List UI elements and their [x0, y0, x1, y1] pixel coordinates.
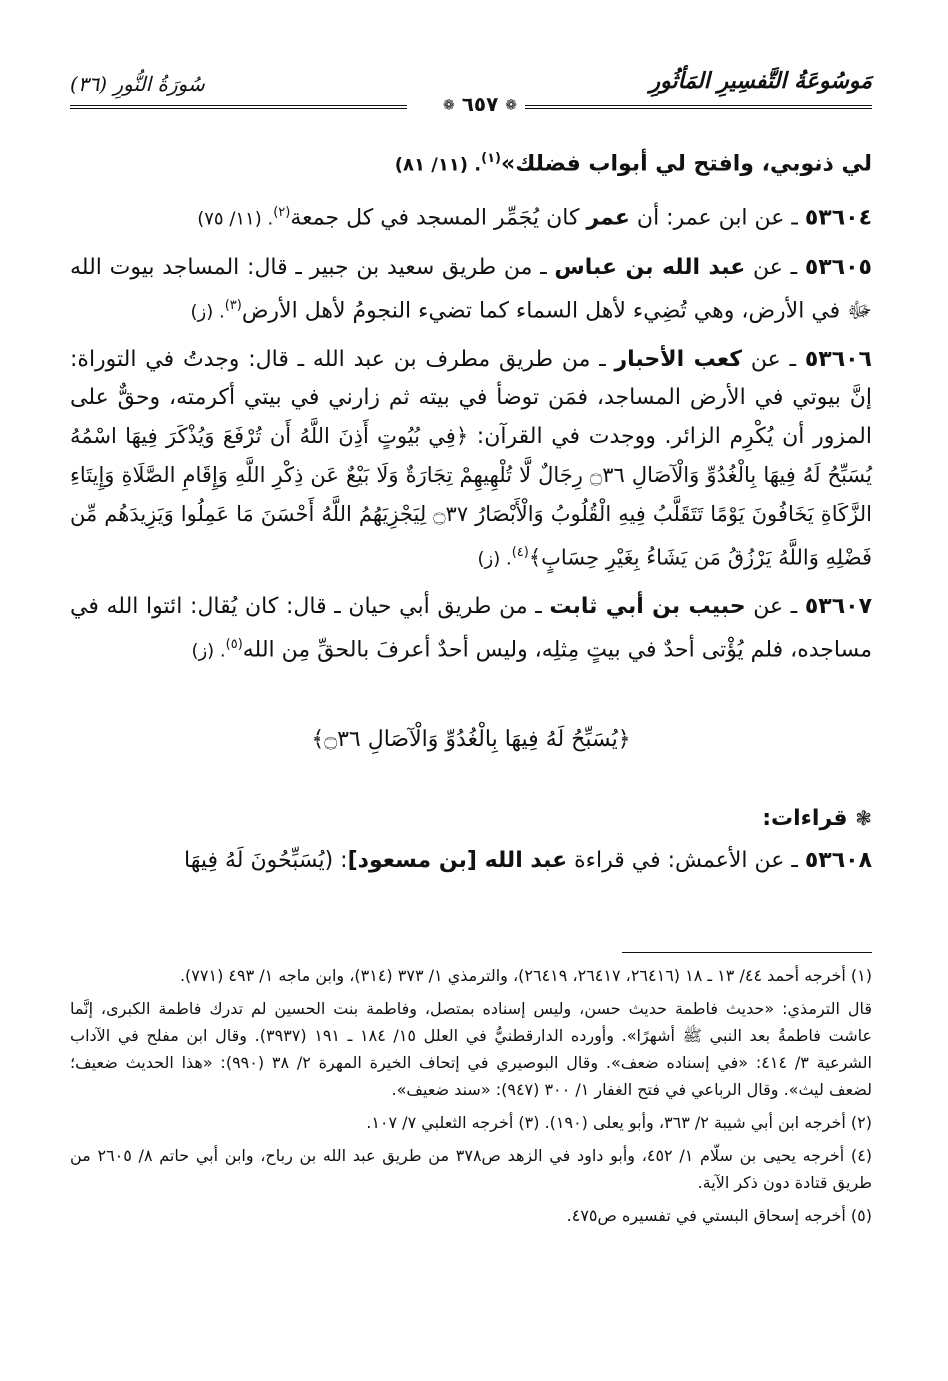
- paragraph-text: ـ عن: [745, 594, 805, 620]
- narrator-name: كعب الأحبار: [614, 346, 743, 372]
- page-number-block: [435, 92, 525, 116]
- page: [70, 0, 872, 1381]
- book-title: مَوسُوعَةُ التَّفسِيرِ المَأثُورِ: [649, 68, 872, 94]
- volume-ref: . (ز): [477, 548, 512, 570]
- header-rule-right: [495, 105, 872, 109]
- section-title: قراءات:: [762, 805, 848, 831]
- footnote-marker: (٥): [225, 637, 243, 653]
- paragraph-53606: [70, 341, 872, 578]
- footnote-4: (٤) أخرجه يحيى بن سلّام ١/ ٤٥٢، وأبو داود في الزهد ص٣٧٨ من طريق عبد الله بن رباح، وابن أبي حاتم ٨/ ٢٦٠٥ من طريق قتادة دون ذكر الآية.: [70, 1146, 873, 1192]
- volume-ref: . (١١/ ٧٥): [197, 208, 274, 230]
- quran-verse: ﴿فِي بُيُوتٍ أَذِنَ اللَّهُ أَن تُرْفَعَ وَيُذْكَرَ فِيهَا اسْمُهُ يُسَبِّحُ لَهُ فِيهَا بِالْغُدُوِّ وَالْآصَالِ ۝٣٦ رِجَالٌ لَّا تُلْهِيهِمْ تِجَارَةٌ وَلَا بَيْعٌ عَن ذِكْرِ اللَّهِ وَإِقَامِ الصَّلَاةِ وَإِيتَاءِ الزَّكَاةِ يَخَافُونَ يَوْمًا تَتَقَلَّبُ فِيهِ الْقُلُوبُ وَالْأَبْصَارُ ۝٣٧ لِيَجْزِيَهُمُ اللَّهُ أَحْسَنَ مَا عَمِلُوا وَيَزِيدَهُم مِّن فَضْلِهِ وَاللَّهُ يَرْزُقُ مَن يَشَاءُ بِغَيْرِ حِسَابٍ﴾: [70, 423, 872, 570]
- ornament-icon: ❁: [505, 97, 518, 114]
- paragraph-text: : (يُسَبِّحُونَ لَهُ فِيهَا: [184, 847, 348, 873]
- narrator-name: عبد الله [بن مسعود]: [347, 847, 568, 873]
- header-rule-left: [70, 105, 407, 109]
- header-rule: [70, 92, 872, 116]
- verse-heading: ﴿يُسَبِّحُ لَهُ فِيهَا بِالْغُدُوِّ وَالْآصَالِ ۝٣٦﴾: [311, 726, 631, 752]
- volume-ref: . (ز): [190, 300, 225, 322]
- paragraph-text: ـ من طريق أبي حيان ـ قال: كان يُقال: ائتوا الله في مساجده، فلم يُؤْتى أحدٌ في بيتٍ مِثلِه، وليس أحدٌ أعرفَ بالحقِّ مِن الله: [70, 594, 872, 663]
- paragraph-53608: [70, 842, 872, 880]
- footnote-2-3: (٢) أخرجه ابن أبي شيبة ٢/ ٣٦٣، وأبو يعلى (١٩٠). (٣) أخرجه الثعلبي ٧/ ١٠٧.: [366, 1113, 872, 1132]
- paragraph-text: كان يُجَمِّر المسجد في كل جمعة: [290, 205, 587, 231]
- footnote-marker: (٤): [511, 544, 529, 560]
- footnote-marker: (٢): [273, 205, 291, 221]
- paragraph-53604: [70, 194, 872, 238]
- paragraph-continuation: [70, 140, 872, 184]
- athar-number: ٥٣٦٠٥: [804, 254, 872, 280]
- paragraph-text: ـ من طريق سعيد بن جبير ـ قال: المساجد بيوت الله ﷻ في الأرض، وهي تُضِيء لأهل السماء كما تضيء النجومُ لأهل الأرض: [70, 254, 872, 323]
- footnote-5: (٥) أخرجه إسحاق البستي في تفسيره ص٤٧٥.: [566, 1206, 872, 1225]
- paragraph-53605: [70, 249, 872, 331]
- ornament-icon: ❁: [442, 97, 455, 114]
- footnote-marker: (٣): [224, 297, 242, 313]
- narrator-name: حبيب بن أبي ثابت: [549, 594, 746, 620]
- paragraph-53607: [70, 588, 872, 670]
- footnote-separator: [622, 952, 872, 953]
- paragraph-text: ـ عن: [742, 346, 805, 372]
- athar-number: ٥٣٦٠٤: [804, 205, 872, 231]
- footnotes: [70, 962, 872, 1235]
- athar-number: ٥٣٦٠٦: [804, 346, 872, 372]
- footnote-1: (١) أخرجه أحمد ٤٤/ ١٣ ـ ١٨ (٢٦٤١٦، ٢٦٤١٧، ٢٦٤١٩)، والترمذي ١/ ٣٧٣ (٣١٤)، وابن ماجه ١/ ٤٩٣ (٧٧١).: [179, 966, 872, 985]
- paragraph-text: لي ذنوبي، وافتح لي أبواب فضلك»: [500, 151, 872, 177]
- footnote-marker: (١): [481, 151, 501, 166]
- section-heading: [70, 799, 872, 838]
- page-number: ٦٥٧: [461, 92, 499, 116]
- paragraph-text: ـ عن ابن عمر: أن: [629, 205, 805, 231]
- narrator-name: عمر: [586, 205, 630, 231]
- athar-number: ٥٣٦٠٧: [804, 594, 872, 620]
- athar-number: ٥٣٦٠٨: [804, 847, 872, 873]
- volume-ref: . (ز): [191, 640, 226, 662]
- volume-ref: . (١١/ ٨١): [394, 154, 482, 176]
- main-text: [70, 140, 872, 890]
- surah-title: سُورَةُ النُّورِ (٣٦): [70, 72, 205, 96]
- flower-icon: ❃: [855, 805, 872, 830]
- paragraph-text: ـ عن: [745, 254, 805, 280]
- paragraph-text: ـ عن الأعمش: في قراءة: [567, 847, 805, 873]
- footnote-1-comment: قال الترمذي: «حديث فاطمة حديث حسن، وليس إسناده بمتصل، وفاطمة بنت الحسين لم تدرك فاطمة الكبرى، إنَّما عاشت فاطمةُ بعد النبي ﷺ أشهرًا». وأورده الدارقطنيُّ في العلل ١٥/ ١٨٤ ـ ١٩١ (٣٩٣٧). وقال ابن مفلح في الآداب الشرعية ٣/ ٤١٤: «في إسناده ضعف». وقال البوصيري في إتحاف الخيرة المهرة ٢/ ٣٨ (٩٩٠): «هذا الحديث ضعيف؛ لضعف ليث». وقال الرباعي في فتح الغفار ١/ ٣٠٠ (٩٤٧): «سند ضعيف».: [70, 999, 873, 1099]
- paragraph-text: ـ من طريق مطرف بن عبد الله ـ قال: وجدتُ في التوراة: إنَّ بيوتي في الأرض المساجد، فمَن توضأ في بيته ثم زارني في بيتي أكرمته، وحقٌّ على المزور أن يُكْرِم الزائر. ووجدت في القرآن:: [70, 346, 872, 449]
- narrator-name: عبد الله بن عباس: [554, 254, 746, 280]
